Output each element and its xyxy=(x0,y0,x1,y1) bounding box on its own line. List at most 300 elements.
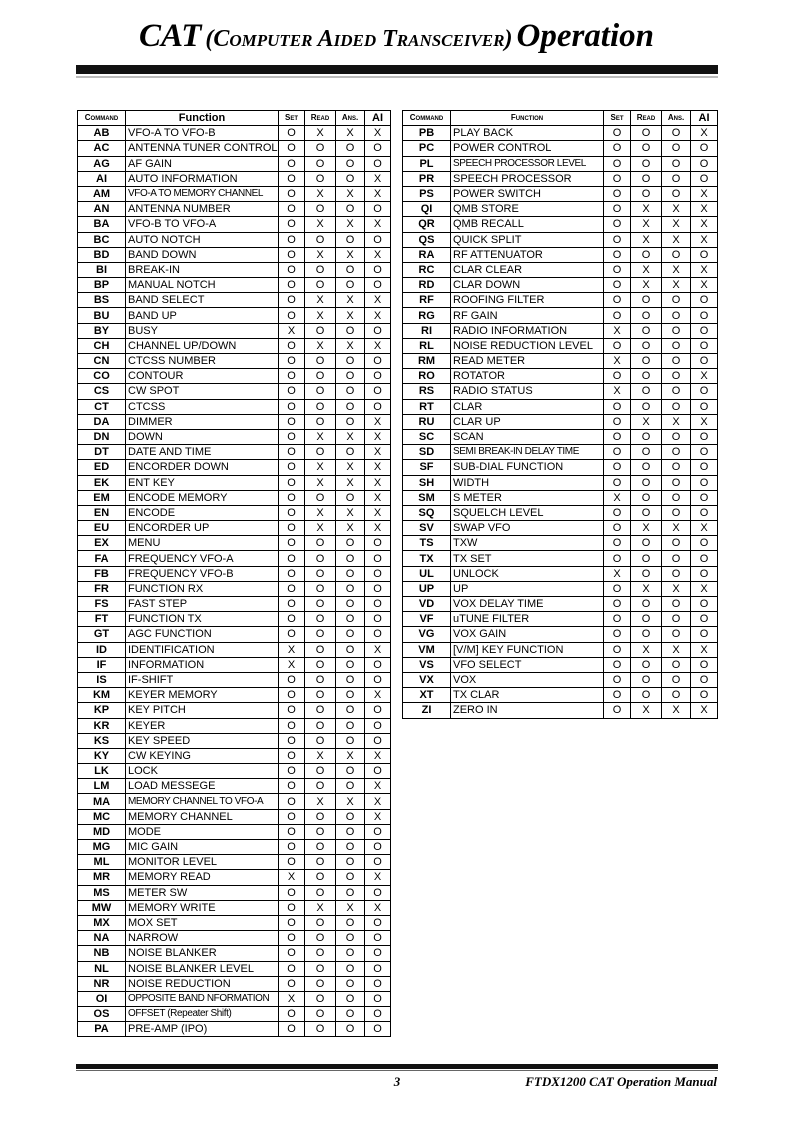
cell-function: MENU xyxy=(126,536,279,551)
cell-read: X xyxy=(305,748,336,763)
cell-ans: O xyxy=(336,718,365,733)
cell-read: O xyxy=(305,946,336,961)
table-row xyxy=(78,642,391,657)
table-row xyxy=(403,202,718,217)
cell-read: O xyxy=(631,536,662,551)
table-row xyxy=(78,1007,391,1022)
cell-ans: O xyxy=(662,688,691,703)
cell-read: O xyxy=(305,202,336,217)
cell-read: O xyxy=(305,369,336,384)
col-header-read: Read xyxy=(305,111,336,126)
cell-ans: O xyxy=(336,354,365,369)
cell-cmd: PA xyxy=(78,1022,126,1037)
cell-ai: O xyxy=(691,399,718,414)
cell-read: O xyxy=(305,354,336,369)
cell-function: RADIO INFORMATION xyxy=(451,323,604,338)
cell-read: O xyxy=(631,247,662,262)
cell-read: X xyxy=(631,581,662,596)
cell-function: NOISE BLANKER LEVEL xyxy=(126,961,279,976)
cell-cmd: MC xyxy=(78,809,126,824)
cell-ai: O xyxy=(365,597,391,612)
cell-read: O xyxy=(631,688,662,703)
cell-cmd: MX xyxy=(78,915,126,930)
cell-read: O xyxy=(305,718,336,733)
cell-ans: X xyxy=(662,217,691,232)
cell-read: O xyxy=(305,490,336,505)
table-row xyxy=(78,627,391,642)
cell-ans: O xyxy=(662,354,691,369)
table-row xyxy=(403,688,718,703)
cell-read: X xyxy=(305,475,336,490)
cell-cmd: NR xyxy=(78,976,126,991)
table-row xyxy=(403,247,718,262)
cell-function: SPEECH PROCESSOR LEVEL xyxy=(451,156,604,171)
table-row xyxy=(78,186,391,201)
table-row xyxy=(78,536,391,551)
cell-ai: X xyxy=(365,126,391,141)
cell-function: IDENTIFICATION xyxy=(126,642,279,657)
cell-cmd: NA xyxy=(78,931,126,946)
cell-ans: O xyxy=(336,171,365,186)
cell-ans: X xyxy=(336,126,365,141)
table-row xyxy=(403,536,718,551)
cell-cmd: SH xyxy=(403,475,451,490)
cell-set: O xyxy=(279,521,305,536)
cell-ai: O xyxy=(691,141,718,156)
cell-function: ENT KEY xyxy=(126,475,279,490)
table-row xyxy=(78,1022,391,1037)
cell-function: MEMORY WRITE xyxy=(126,900,279,915)
cell-cmd: BS xyxy=(78,293,126,308)
cell-ai: O xyxy=(691,293,718,308)
cell-ai: O xyxy=(365,824,391,839)
cell-function: CLAR xyxy=(451,399,604,414)
table-row xyxy=(403,521,718,536)
cell-read: O xyxy=(305,156,336,171)
table-row xyxy=(78,870,391,885)
cell-cmd: QR xyxy=(403,217,451,232)
cell-ans: O xyxy=(336,414,365,429)
cell-ans: O xyxy=(336,1022,365,1037)
cell-read: O xyxy=(631,627,662,642)
cell-ans: O xyxy=(662,399,691,414)
cell-set: O xyxy=(604,460,631,475)
col-header-set: Set xyxy=(604,111,631,126)
cell-set: X xyxy=(604,354,631,369)
cell-ai: O xyxy=(365,262,391,277)
cell-read: X xyxy=(631,262,662,277)
cell-function: NOISE BLANKER xyxy=(126,946,279,961)
cell-ans: O xyxy=(336,490,365,505)
cell-read: O xyxy=(305,642,336,657)
cell-function: VOX xyxy=(451,672,604,687)
cell-ans: O xyxy=(662,186,691,201)
cell-read: O xyxy=(631,612,662,627)
col-header-function: Function xyxy=(451,111,604,126)
table-row xyxy=(403,429,718,444)
cell-ai: O xyxy=(691,156,718,171)
table-row xyxy=(78,672,391,687)
cell-ai: X xyxy=(365,505,391,520)
cell-function: AGC FUNCTION xyxy=(126,627,279,642)
cell-ans: O xyxy=(336,779,365,794)
cell-set: O xyxy=(604,688,631,703)
cell-read: X xyxy=(305,186,336,201)
table-row xyxy=(403,703,718,718)
cell-function: [V/M] KEY FUNCTION xyxy=(451,642,604,657)
cell-ans: O xyxy=(336,612,365,627)
page-title xyxy=(0,18,793,62)
cell-read: X xyxy=(305,521,336,536)
cell-set: O xyxy=(279,779,305,794)
cell-ans: O xyxy=(336,946,365,961)
cell-cmd: PL xyxy=(403,156,451,171)
table-row xyxy=(78,156,391,171)
cell-function: CW SPOT xyxy=(126,384,279,399)
cell-function: CHANNEL UP/DOWN xyxy=(126,338,279,353)
cell-ai: X xyxy=(365,414,391,429)
cell-ans: O xyxy=(336,991,365,1006)
cell-ai: O xyxy=(365,323,391,338)
cell-ans: X xyxy=(336,429,365,444)
cell-function: INFORMATION xyxy=(126,657,279,672)
cell-ai: O xyxy=(691,429,718,444)
table-row xyxy=(78,597,391,612)
cell-set: O xyxy=(604,399,631,414)
cell-read: O xyxy=(631,672,662,687)
col-header-command: Command xyxy=(78,111,126,126)
table-row xyxy=(403,126,718,141)
table-row xyxy=(403,566,718,581)
cell-read: O xyxy=(305,566,336,581)
cell-set: O xyxy=(604,171,631,186)
cell-set: O xyxy=(279,202,305,217)
cell-function: POWER SWITCH xyxy=(451,186,604,201)
table-row xyxy=(78,278,391,293)
cell-read: O xyxy=(631,429,662,444)
cell-read: X xyxy=(305,794,336,809)
cell-set: O xyxy=(279,384,305,399)
table-row xyxy=(78,338,391,353)
cell-set: O xyxy=(279,840,305,855)
cell-function: PLAY BACK xyxy=(451,126,604,141)
cell-ans: O xyxy=(336,445,365,460)
cell-function: BREAK-IN xyxy=(126,262,279,277)
cell-cmd: CT xyxy=(78,399,126,414)
cell-cmd: MW xyxy=(78,900,126,915)
cell-cmd: SD xyxy=(403,445,451,460)
cell-ans: O xyxy=(336,156,365,171)
cell-set: O xyxy=(279,748,305,763)
cell-set: O xyxy=(279,399,305,414)
cell-ai: X xyxy=(365,429,391,444)
table-row xyxy=(78,764,391,779)
cell-cmd: FT xyxy=(78,612,126,627)
cell-set: O xyxy=(279,915,305,930)
table-row xyxy=(78,612,391,627)
cell-ans: O xyxy=(662,475,691,490)
cell-function: CONTOUR xyxy=(126,369,279,384)
cell-function: BUSY xyxy=(126,323,279,338)
cell-ai: O xyxy=(365,354,391,369)
cell-set: O xyxy=(604,293,631,308)
cell-ans: O xyxy=(336,597,365,612)
cell-set: O xyxy=(279,581,305,596)
cell-ans: O xyxy=(336,915,365,930)
cell-ai: O xyxy=(365,278,391,293)
cell-set: O xyxy=(604,414,631,429)
cell-set: O xyxy=(604,278,631,293)
cell-read: O xyxy=(631,445,662,460)
cell-function: QUICK SPLIT xyxy=(451,232,604,247)
cell-cmd: BC xyxy=(78,232,126,247)
cell-function: RF GAIN xyxy=(451,308,604,323)
cell-ai: X xyxy=(691,581,718,596)
table-row xyxy=(78,733,391,748)
cell-function: METER SW xyxy=(126,885,279,900)
cell-cmd: MD xyxy=(78,824,126,839)
cell-set: O xyxy=(279,824,305,839)
cell-ans: O xyxy=(336,657,365,672)
cell-function: RADIO STATUS xyxy=(451,384,604,399)
cell-ai: O xyxy=(365,976,391,991)
cell-cmd: RG xyxy=(403,308,451,323)
cell-ai: O xyxy=(691,460,718,475)
cell-cmd: BD xyxy=(78,247,126,262)
cell-ai: X xyxy=(365,308,391,323)
cell-ai: O xyxy=(691,338,718,353)
cell-ai: O xyxy=(365,1022,391,1037)
cell-ai: X xyxy=(365,338,391,353)
header-rule xyxy=(76,65,718,74)
cell-read: X xyxy=(305,308,336,323)
cell-function: MEMORY CHANNEL TO VFO-A xyxy=(126,794,279,809)
cell-set: O xyxy=(604,672,631,687)
cell-cmd: SF xyxy=(403,460,451,475)
cell-ai: O xyxy=(365,384,391,399)
cell-set: X xyxy=(604,384,631,399)
cell-set: O xyxy=(279,931,305,946)
cell-read: O xyxy=(305,824,336,839)
cell-cmd: OI xyxy=(78,991,126,1006)
table-row xyxy=(78,900,391,915)
command-table-right xyxy=(402,110,718,719)
cell-set: O xyxy=(279,338,305,353)
cell-set: O xyxy=(279,976,305,991)
cell-function: UNLOCK xyxy=(451,566,604,581)
cell-function: QMB RECALL xyxy=(451,217,604,232)
cell-set: O xyxy=(604,521,631,536)
cell-cmd: AM xyxy=(78,186,126,201)
cell-ai: O xyxy=(691,597,718,612)
table-row xyxy=(78,126,391,141)
table-row xyxy=(78,414,391,429)
cell-ai: O xyxy=(365,657,391,672)
cell-ai: X xyxy=(365,475,391,490)
cell-set: O xyxy=(279,308,305,323)
table-row xyxy=(403,642,718,657)
cell-ans: O xyxy=(662,627,691,642)
cell-ans: O xyxy=(336,141,365,156)
cell-set: O xyxy=(279,551,305,566)
table-row xyxy=(78,460,391,475)
table-row xyxy=(78,354,391,369)
cell-ai: O xyxy=(365,141,391,156)
cell-ai: X xyxy=(691,126,718,141)
cell-cmd: VM xyxy=(403,642,451,657)
cell-ans: O xyxy=(336,581,365,596)
cell-read: X xyxy=(631,414,662,429)
table-row xyxy=(403,338,718,353)
cell-ai: O xyxy=(365,718,391,733)
table-row xyxy=(78,551,391,566)
table-row xyxy=(78,262,391,277)
cell-set: O xyxy=(604,475,631,490)
cell-function: ANTENNA NUMBER xyxy=(126,202,279,217)
table-row xyxy=(78,703,391,718)
table-row xyxy=(78,946,391,961)
cell-function: FREQUENCY VFO-A xyxy=(126,551,279,566)
cell-read: O xyxy=(631,293,662,308)
cell-ans: O xyxy=(662,490,691,505)
cell-function: VFO SELECT xyxy=(451,657,604,672)
cell-read: O xyxy=(305,414,336,429)
table-row xyxy=(403,551,718,566)
cell-ai: X xyxy=(365,171,391,186)
cell-set: O xyxy=(604,217,631,232)
cell-function: FAST STEP xyxy=(126,597,279,612)
cell-cmd: VS xyxy=(403,657,451,672)
cell-read: X xyxy=(305,900,336,915)
cell-ai: X xyxy=(365,521,391,536)
cell-read: O xyxy=(305,581,336,596)
cell-function: SEMI BREAK-IN DELAY TIME xyxy=(451,445,604,460)
cell-read: O xyxy=(631,460,662,475)
cell-read: O xyxy=(305,840,336,855)
cell-set: X xyxy=(604,323,631,338)
table-row xyxy=(78,855,391,870)
cell-read: X xyxy=(305,293,336,308)
cell-set: O xyxy=(279,536,305,551)
cell-function: LOCK xyxy=(126,764,279,779)
cell-ai: O xyxy=(365,612,391,627)
cell-read: X xyxy=(631,703,662,718)
cell-set: O xyxy=(279,505,305,520)
cell-set: O xyxy=(279,429,305,444)
cell-ans: O xyxy=(662,171,691,186)
cell-cmd: RT xyxy=(403,399,451,414)
cell-set: O xyxy=(604,536,631,551)
cell-set: O xyxy=(279,141,305,156)
cell-cmd: DA xyxy=(78,414,126,429)
table-row xyxy=(403,354,718,369)
cell-cmd: SQ xyxy=(403,505,451,520)
cell-ai: O xyxy=(365,232,391,247)
cell-ans: O xyxy=(336,536,365,551)
cell-ai: O xyxy=(365,840,391,855)
cell-ans: O xyxy=(662,672,691,687)
cell-read: O xyxy=(631,399,662,414)
cell-set: O xyxy=(279,262,305,277)
cell-ai: X xyxy=(365,445,391,460)
cell-ans: O xyxy=(662,247,691,262)
cell-cmd: MS xyxy=(78,885,126,900)
cell-read: O xyxy=(631,308,662,323)
cell-cmd: DT xyxy=(78,445,126,460)
cell-cmd: MG xyxy=(78,840,126,855)
cell-cmd: RF xyxy=(403,293,451,308)
cell-ans: O xyxy=(336,566,365,581)
cell-ans: O xyxy=(336,764,365,779)
cell-set: O xyxy=(604,612,631,627)
cell-function: FREQUENCY VFO-B xyxy=(126,566,279,581)
cell-ans: X xyxy=(336,794,365,809)
cell-set: O xyxy=(604,126,631,141)
cell-ai: X xyxy=(691,414,718,429)
table-row xyxy=(403,490,718,505)
col-header-ai: AI xyxy=(365,111,391,126)
table-row xyxy=(78,581,391,596)
cell-set: X xyxy=(279,870,305,885)
cell-read: X xyxy=(305,126,336,141)
cell-read: O xyxy=(305,536,336,551)
cell-ans: X xyxy=(336,521,365,536)
cell-ai: X xyxy=(365,490,391,505)
cell-set: O xyxy=(279,733,305,748)
table-row xyxy=(78,217,391,232)
title-cat: CAT xyxy=(139,18,202,54)
cell-ans: X xyxy=(662,642,691,657)
cell-cmd: CO xyxy=(78,369,126,384)
cell-cmd: SM xyxy=(403,490,451,505)
table-row xyxy=(403,445,718,460)
cell-set: X xyxy=(279,991,305,1006)
cell-function: CW KEYING xyxy=(126,748,279,763)
cell-function: MEMORY READ xyxy=(126,870,279,885)
cell-read: O xyxy=(631,141,662,156)
cell-read: O xyxy=(631,126,662,141)
table-row xyxy=(403,232,718,247)
cell-function: SCAN xyxy=(451,429,604,444)
cell-cmd: BA xyxy=(78,217,126,232)
cell-ans: O xyxy=(662,369,691,384)
cell-set: O xyxy=(279,278,305,293)
cell-cmd: XT xyxy=(403,688,451,703)
table-row xyxy=(403,171,718,186)
cell-ai: O xyxy=(365,399,391,414)
cell-read: O xyxy=(305,961,336,976)
cell-cmd: PC xyxy=(403,141,451,156)
cell-set: O xyxy=(604,232,631,247)
table-row xyxy=(78,232,391,247)
cell-ans: O xyxy=(336,809,365,824)
cell-ai: X xyxy=(691,186,718,201)
cell-ai: O xyxy=(365,703,391,718)
cell-cmd: IS xyxy=(78,672,126,687)
cell-function: CTCSS xyxy=(126,399,279,414)
cell-function: BAND SELECT xyxy=(126,293,279,308)
cell-ans: O xyxy=(662,141,691,156)
table-row xyxy=(403,597,718,612)
cell-set: O xyxy=(604,627,631,642)
cell-ai: X xyxy=(691,703,718,718)
cell-function: BAND DOWN xyxy=(126,247,279,262)
cell-read: X xyxy=(631,232,662,247)
cell-ans: X xyxy=(662,262,691,277)
cell-function: NOISE REDUCTION xyxy=(126,976,279,991)
cell-read: O xyxy=(631,551,662,566)
cell-ai: O xyxy=(365,581,391,596)
